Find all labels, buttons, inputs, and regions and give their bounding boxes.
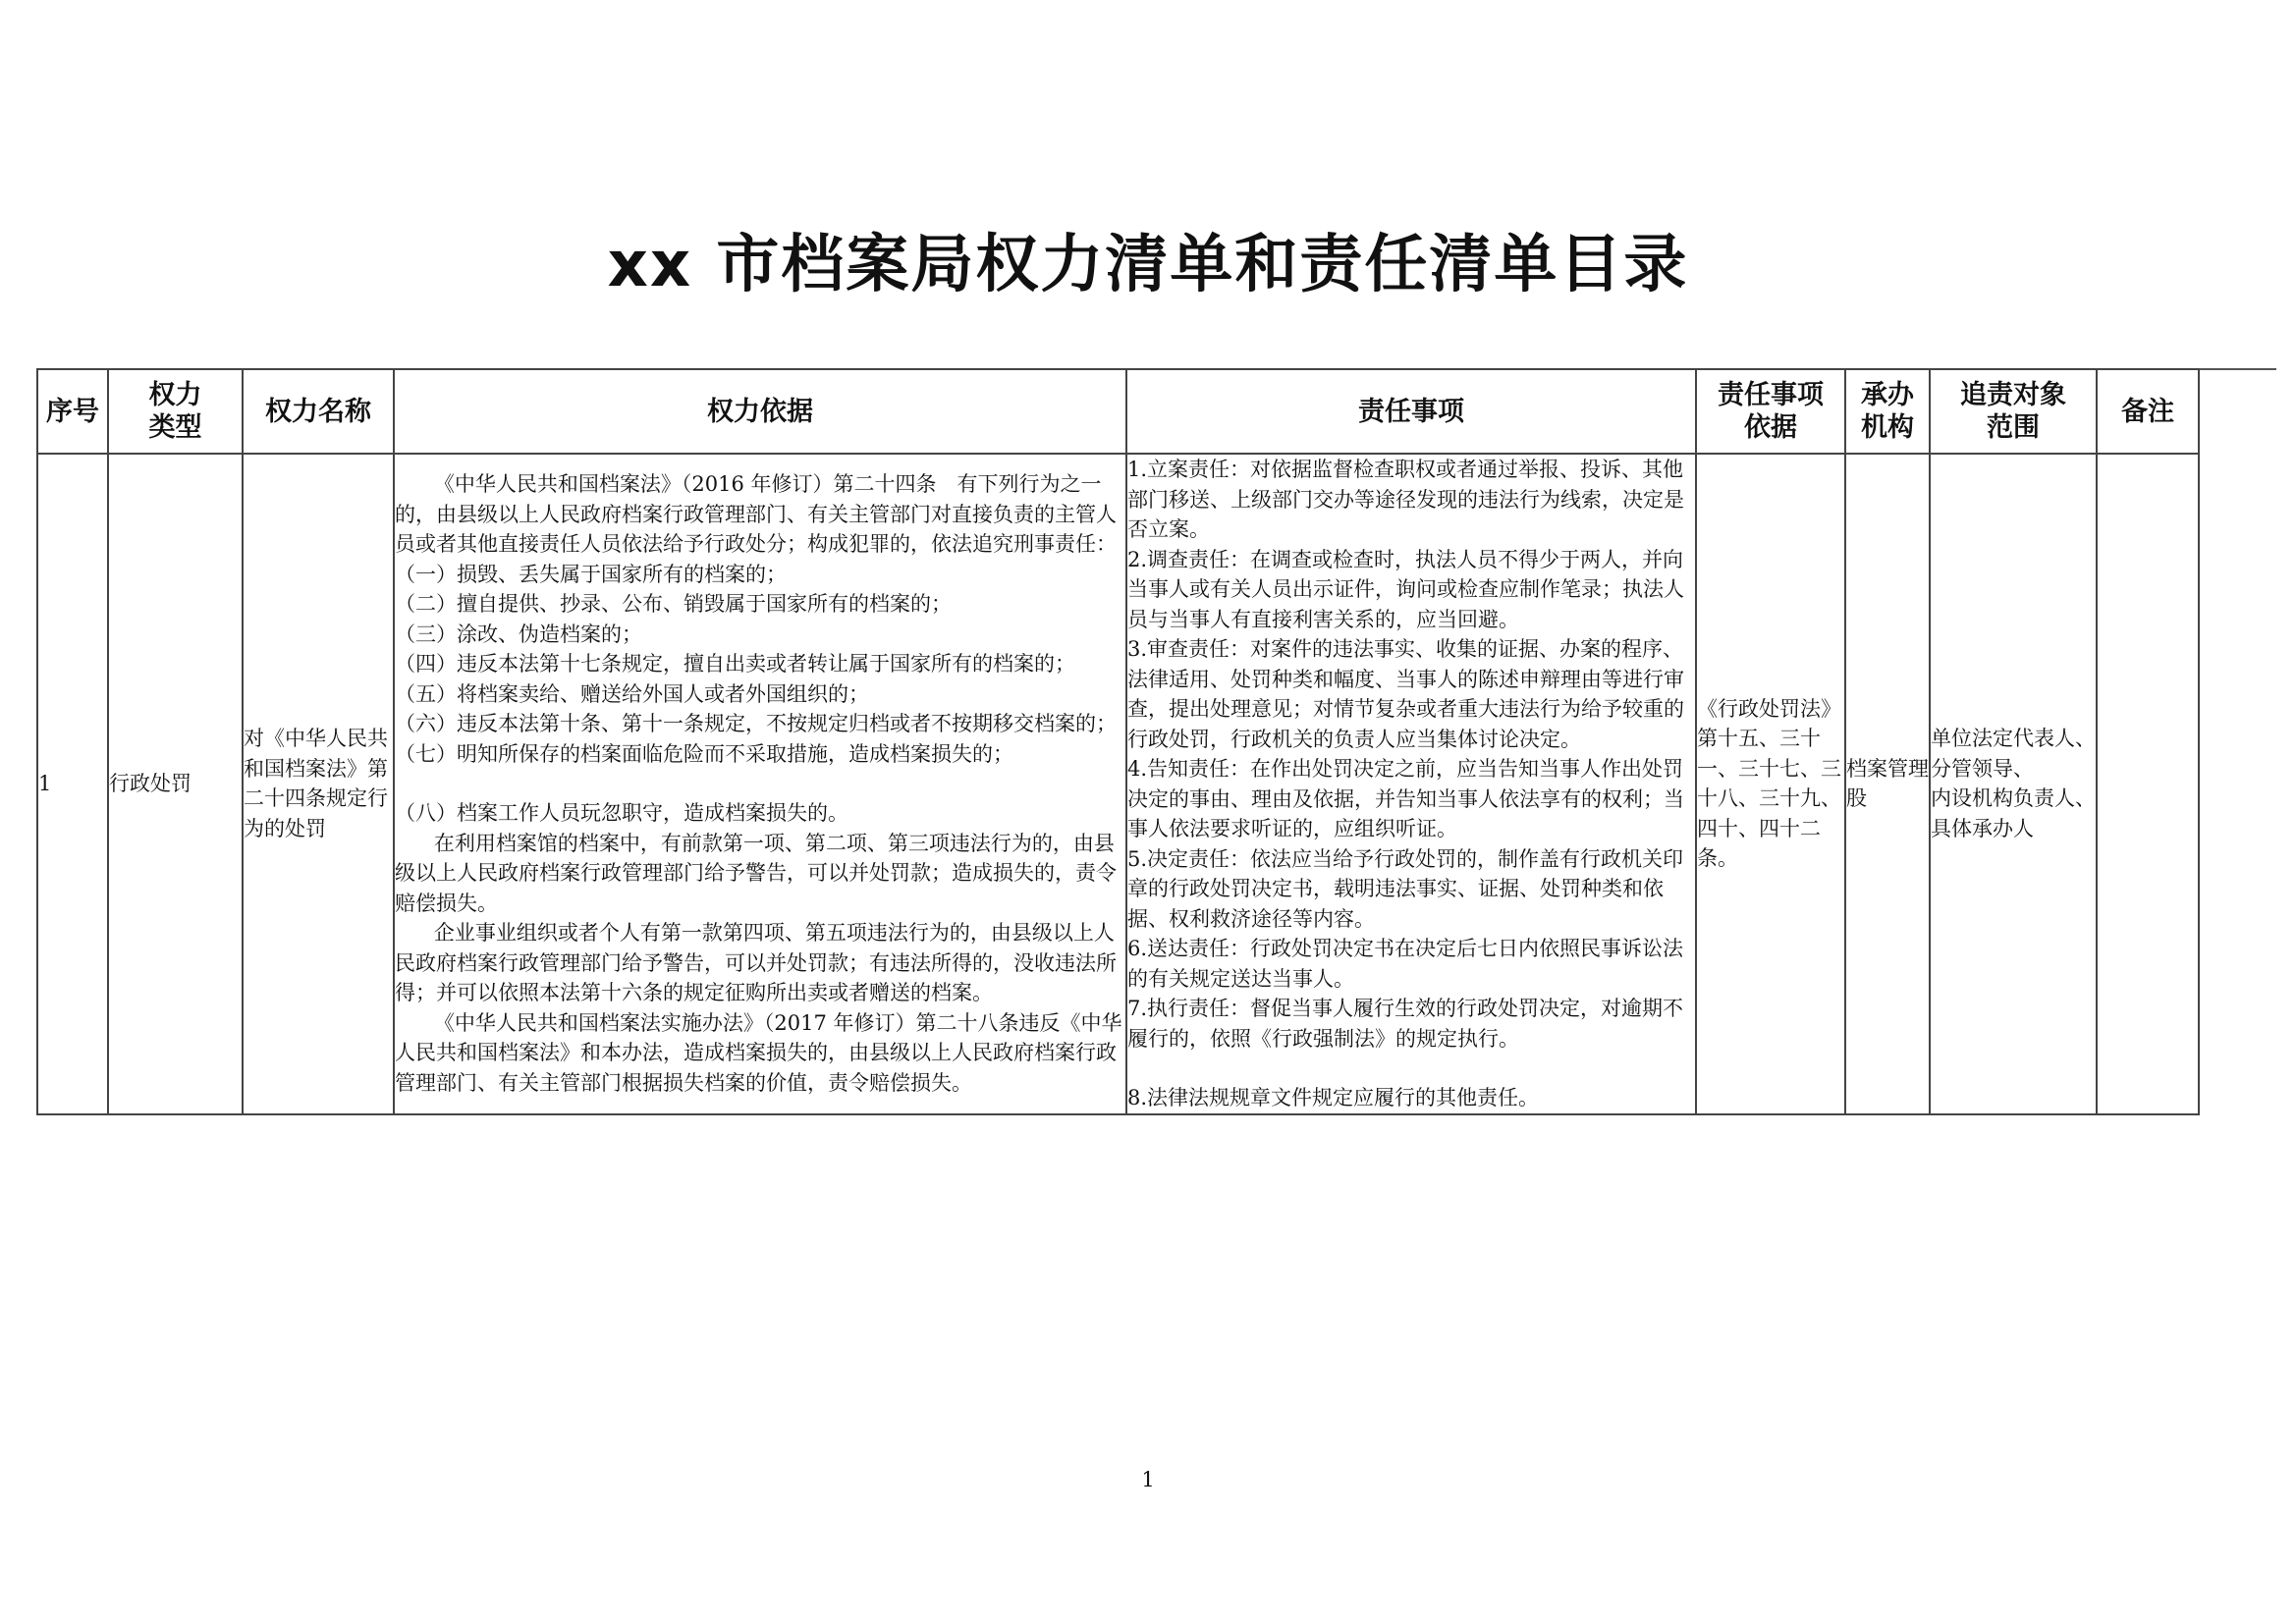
cell-seq: 1 [37, 454, 108, 1114]
responsibility-item-2: 2.调查责任：在调查或检查时，执法人员不得少于两人，并向当事人或有关人员出示证件，询问或检查应制作笔录；执法人员与当事人有直接利害关系的，应当回避。 [1127, 547, 1684, 631]
header-responsibility-basis-line1: 责任事项 [1718, 380, 1824, 410]
header-accountability-scope [1930, 369, 2097, 454]
basis-item-8: （八）档案工作人员玩忽职守，造成档案损失的。 [395, 801, 848, 826]
basis-paragraph-2: 在利用档案馆的档案中，有前款第一项、第二项、第三项违法行为的，由县级以上人民政府档案行政管理部门给予警告，可以并处罚款；造成损失的，责令赔偿损失。 [395, 831, 1117, 915]
power-responsibility-table [36, 368, 2200, 1115]
header-responsibility: 责任事项 [1126, 369, 1696, 454]
basis-item-6: （六）违反本法第十条、第十一条规定，不按规定归档或者不按期移交档案的； [395, 712, 1117, 736]
cell-accountability-scope [1930, 454, 2097, 1114]
basis-item-5: （五）将档案卖给、赠送给外国人或者外国组织的； [395, 681, 869, 706]
cell-responsibility-basis: 《行政处罚法》第十五、三十一、三十七、三十八、三十九、四十、四十二条。 [1696, 454, 1845, 1114]
table-header-row [37, 369, 2199, 454]
header-power-type-line1: 权力 [148, 380, 202, 410]
basis-item-1: （一）损毁、丢失属于国家所有的档案的； [395, 562, 787, 586]
responsibility-item-6: 6.送达责任：行政处罚决定书在决定后七日内依照民事诉讼法的有关规定送达当事人。 [1127, 937, 1684, 991]
header-department [1845, 369, 1930, 454]
header-power-type [108, 369, 243, 454]
header-department-line2: 机构 [1861, 412, 1914, 443]
responsibility-item-7: 7.执行责任：督促当事人履行生效的行政处罚决定，对逾期不履行的，依照《行政强制法》的规定执行。 [1127, 997, 1684, 1051]
page-number: 1 [1141, 1468, 1155, 1491]
basis-paragraph-4: 《中华人民共和国档案法实施办法》（2017 年修订）第二十八条违反《中华人民共和国档案法》和本办法，造成档案损失的，由县级以上人民政府档案行政管理部门、有关主管部门根据损失档案的价值，责令赔偿损失。 [395, 1010, 1122, 1095]
cell-power-name: 对《中华人民共和国档案法》第二十四条规定行为的处罚 [243, 454, 394, 1114]
header-power-name: 权力名称 [243, 369, 394, 454]
header-accountability-scope-line1: 追责对象 [1960, 380, 2066, 410]
cell-remarks [2097, 454, 2199, 1114]
responsibility-spacer [1127, 1054, 1695, 1083]
cell-power-basis [394, 454, 1126, 1114]
table-row [37, 454, 2199, 1114]
scope-line-1: 单位法定代表人、 [1931, 727, 2096, 751]
header-rule-extension [2198, 368, 2276, 370]
cell-department: 档案管理股 [1845, 454, 1930, 1114]
cell-responsibility [1126, 454, 1696, 1114]
basis-paragraph-1: 《中华人民共和国档案法》（2016 年修订）第二十四条 有下列行为之一的，由县级以上人民政府档案行政管理部门、有关主管部门对直接负责的主管人员或者其他直接责任人员依法给予行政处分；构成犯罪的，依法追究刑事责任： [395, 472, 1117, 557]
basis-paragraph-3: 企业事业组织或者个人有第一款第四项、第五项违法行为的，由县级以上人民政府档案行政管理部门给予警告，可以并处罚款；有违法所得的，没收违法所得；并可以依照本法第十六条的规定征购所出卖或者赠送的档案。 [395, 921, 1117, 1005]
header-department-line1: 承办 [1861, 380, 1914, 410]
header-seq: 序号 [37, 369, 108, 454]
document-title: xx 市档案局权力清单和责任清单目录 [607, 229, 1689, 301]
header-power-basis: 权力依据 [394, 369, 1126, 454]
header-remarks: 备注 [2097, 369, 2199, 454]
header-responsibility-basis-line2: 依据 [1744, 412, 1797, 443]
responsibility-item-4: 4.告知责任：在作出处罚决定之前，应当告知当事人作出处罚决定的事由、理由及依据，并告知当事人依法享有的权利；当事人依法要求听证的，应组织听证。 [1127, 757, 1684, 840]
basis-item-2: （二）擅自提供、抄录、公布、销毁属于国家所有的档案的； [395, 592, 952, 617]
header-power-type-line2: 类型 [148, 412, 202, 443]
responsibility-item-1: 1.立案责任：对依据监督检查职权或者通过举报、投诉、其他部门移送、上级部门交办等途径发现的违法行为线索，决定是否立案。 [1127, 458, 1684, 541]
basis-item-7: （七）明知所保存的档案面临危险而不采取措施，造成档案损失的； [395, 741, 1013, 766]
header-accountability-scope-line2: 范围 [1987, 412, 2040, 443]
responsibility-item-3: 3.审查责任：对案件的违法事实、收集的证据、办案的程序、法律适用、处罚种类和幅度、当事人的陈述申辩理由等进行审查，提出处理意见；对情节复杂或者重大违法行为给予较重的行政处罚，行政机关的负责人应当集体讨论决定。 [1127, 637, 1684, 751]
basis-spacer [395, 769, 1125, 798]
basis-item-4: （四）违反本法第十七条规定，擅自出卖或者转让属于国家所有的档案的； [395, 652, 1075, 676]
scope-line-2: 分管领导、 [1931, 756, 2034, 781]
cell-power-type: 行政处罚 [108, 454, 243, 1114]
scope-line-4: 具体承办人 [1931, 816, 2034, 840]
scope-line-3: 内设机构负责人、 [1931, 786, 2096, 811]
header-responsibility-basis [1696, 369, 1845, 454]
responsibility-item-5: 5.决定责任：依法应当给予行政处罚的，制作盖有行政机关印章的行政处罚决定书，载明违法事实、证据、处罚种类和依据、权利救济途径等内容。 [1127, 846, 1684, 931]
basis-item-3: （三）涂改、伪造档案的； [395, 622, 642, 646]
responsibility-item-8: 8.法律法规规章文件规定应履行的其他责任。 [1127, 1086, 1540, 1109]
